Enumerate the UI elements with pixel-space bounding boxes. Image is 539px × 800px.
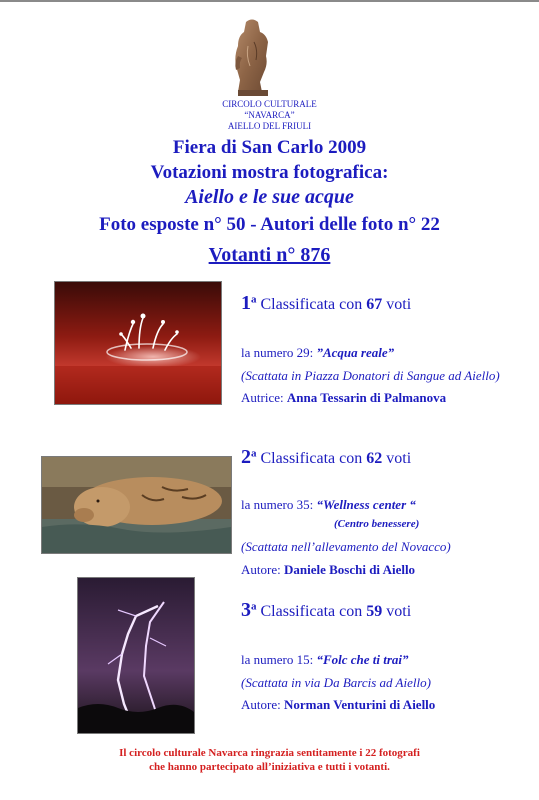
winner-3-photo-prefix: la numero 15: [241, 652, 314, 667]
winner-2-rank [241, 446, 411, 469]
winner-3-votes: 59 [366, 603, 383, 620]
winner-3-place-suffix: a [251, 600, 257, 613]
winner-1-place-text: Classificata con [260, 296, 363, 313]
voters-count: Votanti n° 876 [208, 244, 331, 266]
winner-2-author: Daniele Boschi di Aiello [283, 562, 416, 577]
winner-1-votes: 67 [366, 296, 383, 313]
winner-2-photo-prefix: la numero 35: [241, 497, 314, 512]
winner-3-photo [77, 577, 195, 734]
winner-1-photo-prefix: la numero 29: [241, 345, 314, 360]
event-subtitle: Votazioni mostra fotografica: [150, 162, 389, 183]
winner-1-location: (Scattata in Piazza Donatori di Sangue ad Aiello) [241, 368, 500, 383]
winner-2-place-number: 2 [241, 446, 251, 468]
club-name-line1: CIRCOLO CULTURALE [222, 99, 317, 109]
exhibition-theme: Aiello e le sue acque [185, 186, 354, 208]
winner-3-author-label: Autore: [241, 697, 281, 712]
winner-2-photo [41, 456, 232, 554]
top-rule [0, 0, 539, 2]
winner-1-photo-line [241, 345, 394, 361]
winner-2-location: (Scattata nell’allevamento del Novacco) [241, 539, 451, 554]
winner-2-place-suffix: a [251, 447, 257, 460]
winner-2-votes-unit: voti [386, 450, 412, 467]
winner-1-place-number: 1 [241, 292, 251, 314]
winner-3-author-line [241, 697, 435, 713]
winner-1-photo [54, 281, 222, 405]
exhibition-stats: Foto esposte n° 50 - Autori delle foto n° 22 [99, 214, 440, 235]
winner-1-rank [241, 292, 411, 315]
winner-2-photo-subtitle: (Centro benessere) [334, 518, 420, 530]
event-title: Fiera di San Carlo 2009 [172, 137, 367, 158]
winner-3-votes-unit: voti [386, 603, 412, 620]
winner-3-rank [241, 599, 411, 622]
winner-2-author-label: Autore: [241, 562, 281, 577]
footer-thanks-line2: che hanno partecipato all’iniziativa e tutti i votanti. [149, 761, 390, 773]
winner-3-place-number: 3 [241, 599, 251, 621]
winner-2-place-text: Classificata con [260, 450, 363, 467]
winner-1-author-label: Autrice: [241, 390, 284, 405]
winner-3-place-text: Classificata con [260, 603, 363, 620]
club-name-line3: AIELLO DEL FRIULI [227, 121, 312, 131]
winner-1-author-line [241, 390, 446, 406]
club-name-line2: “NAVARCA” [244, 110, 295, 120]
winner-1-photo-title: ”Acqua reale” [316, 345, 395, 360]
winner-3-location: (Scattata in via Da Barcis ad Aiello) [241, 675, 431, 690]
winner-2-author-line [241, 562, 415, 578]
statue-logo [224, 16, 282, 96]
winner-2-votes: 62 [366, 450, 383, 467]
winner-1-place-suffix: a [251, 293, 257, 306]
winner-1-votes-unit: voti [386, 296, 412, 313]
footer-thanks-line1: Il circolo culturale Navarca ringrazia sentitamente i 22 fotografi [119, 747, 420, 759]
winner-3-photo-title: “Folc che ti trai” [316, 652, 409, 667]
winner-3-photo-line [241, 652, 409, 668]
winner-2-photo-line [241, 497, 416, 513]
winner-1-author: Anna Tessarin di Palmanova [286, 390, 447, 405]
winner-3-author: Norman Venturini di Aiello [283, 697, 436, 712]
winner-2-photo-title: “Wellness center “ [316, 497, 416, 512]
